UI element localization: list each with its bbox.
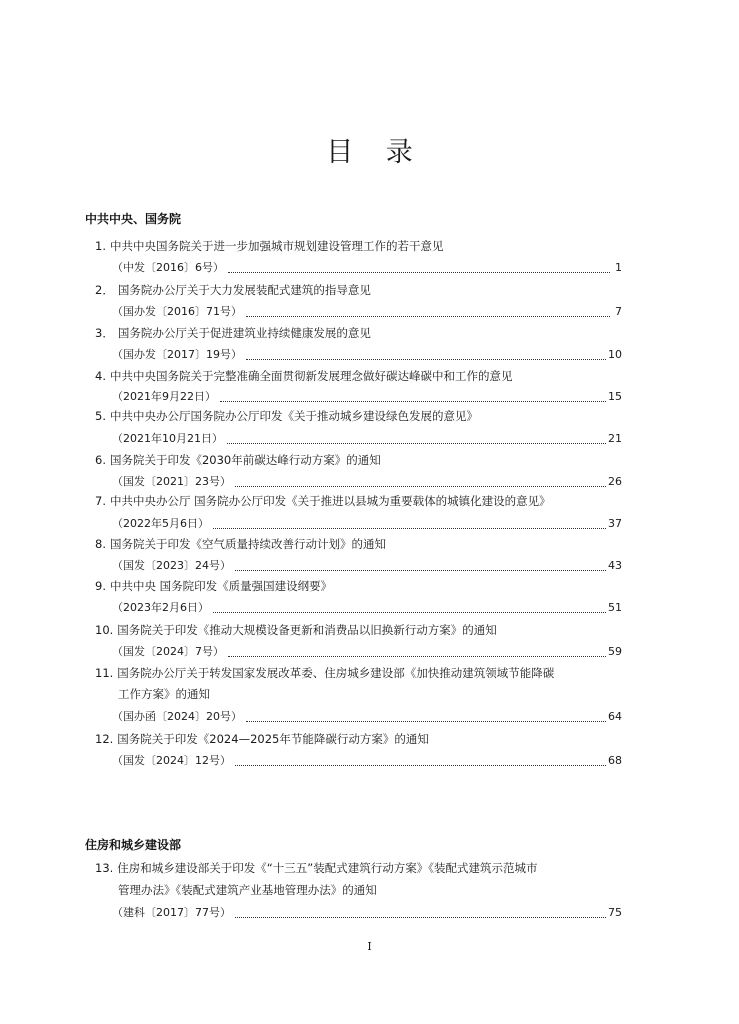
toc-entry-leader[interactable]: （国发〔2024〕12号） 68	[112, 750, 622, 772]
page-number: 21	[608, 432, 622, 445]
toc-entry-title[interactable]: 11. 国务院办公厅关于转发国家发展改革委、住房城乡建设部《加快推动建筑领域节能降碳	[95, 666, 555, 680]
page-number: 1	[615, 261, 622, 274]
page-number: 7	[615, 305, 622, 318]
toc-entry-title-cont[interactable]: 管理办法》《装配式建筑产业基地管理办法》的通知	[118, 883, 377, 897]
dot-leader	[213, 527, 606, 529]
toc-entry-leader[interactable]: （2021年9月22日） 15	[112, 386, 622, 408]
page-number: 10	[608, 348, 622, 361]
toc-entry-title[interactable]: 1. 中共中央国务院关于进一步加强城市规划建设管理工作的若干意见	[95, 239, 444, 253]
page-number: 68	[608, 754, 622, 767]
page-number: 51	[608, 601, 622, 614]
toc-entry-title[interactable]: 12. 国务院关于印发《2024—2025年节能降碳行动方案》的通知	[95, 732, 429, 746]
toc-entry-leader[interactable]: （国办发〔2016〕71号） 7	[112, 301, 622, 323]
toc-entry-title-cont[interactable]: 工作方案》的通知	[118, 687, 210, 701]
toc-entry-title[interactable]: 6. 国务院关于印发《2030年前碳达峰行动方案》的通知	[95, 453, 381, 467]
dot-leader	[213, 611, 606, 613]
toc-entry-leader[interactable]: （2021年10月21日） 21	[112, 428, 622, 450]
toc-entry-leader[interactable]: （国办发〔2017〕19号） 10	[112, 344, 622, 366]
footer-page-number: I	[367, 940, 372, 953]
toc-entry-leader[interactable]: （国发〔2024〕7号） 59	[112, 641, 622, 663]
toc-entry-leader[interactable]: （建科〔2017〕77号） 75	[112, 902, 622, 924]
toc-entry-leader[interactable]: （中发〔2016〕6号） 1	[112, 257, 622, 279]
toc-entry-title[interactable]: 8. 国务院关于印发《空气质量持续改善行动计划》的通知	[95, 537, 386, 551]
toc-entry-title[interactable]: 10. 国务院关于印发《推动大规模设备更新和消费品以旧换新行动方案》的通知	[95, 623, 497, 637]
page-title: 目 录	[326, 137, 425, 168]
dot-leader	[235, 764, 606, 766]
dot-leader	[235, 569, 606, 571]
toc-entry-leader[interactable]: （国发〔2023〕24号） 43	[112, 555, 622, 577]
dot-leader	[227, 442, 606, 444]
section-heading: 中共中央、国务院	[85, 212, 182, 226]
page-number: 59	[608, 645, 622, 658]
toc-entry-title[interactable]: 9. 中共中央 国务院印发《质量强国建设纲要》	[95, 579, 333, 593]
toc-entry-title[interactable]: 13. 住房和城乡建设部关于印发《“十三五”装配式建筑行动方案》《装配式建筑示范城市	[95, 861, 538, 875]
page-number: 26	[608, 475, 622, 488]
toc-entry-title[interactable]: 4. 中共中央国务院关于完整准确全面贯彻新发展理念做好碳达峰碳中和工作的意见	[95, 369, 513, 383]
page-number: 43	[608, 559, 622, 572]
section-heading: 住房和城乡建设部	[85, 838, 182, 852]
dot-leader	[228, 655, 606, 657]
dot-leader	[228, 271, 610, 273]
page-number: 37	[608, 517, 622, 530]
dot-leader	[246, 315, 610, 317]
dot-leader	[246, 358, 606, 360]
toc-entry-leader[interactable]: （2022年5月6日） 37	[112, 513, 622, 535]
dot-leader	[235, 485, 606, 487]
dot-leader	[246, 720, 606, 722]
toc-entry-title[interactable]: 3． 国务院办公厅关于促进建筑业持续健康发展的意见	[95, 326, 371, 340]
dot-leader	[220, 400, 606, 402]
toc-entry-leader[interactable]: （国办函〔2024〕20号） 64	[112, 706, 622, 728]
page-number: 75	[608, 906, 622, 919]
toc-entry-title[interactable]: 5. 中共中央办公厅国务院办公厅印发《关于推动城乡建设绿色发展的意见》	[95, 409, 478, 423]
dot-leader	[235, 916, 606, 918]
page-number: 15	[608, 390, 622, 403]
toc-entry-leader[interactable]: （2023年2月6日） 51	[112, 597, 622, 619]
page-number: 64	[608, 710, 622, 723]
toc-entry-leader[interactable]: （国发〔2021〕23号） 26	[112, 471, 622, 493]
toc-entry-title[interactable]: 2． 国务院办公厅关于大力发展装配式建筑的指导意见	[95, 283, 371, 297]
toc-entry-title[interactable]: 7. 中共中央办公厅 国务院办公厅印发《关于推进以县城为重要载体的城镇化建设的意见》	[95, 494, 551, 508]
